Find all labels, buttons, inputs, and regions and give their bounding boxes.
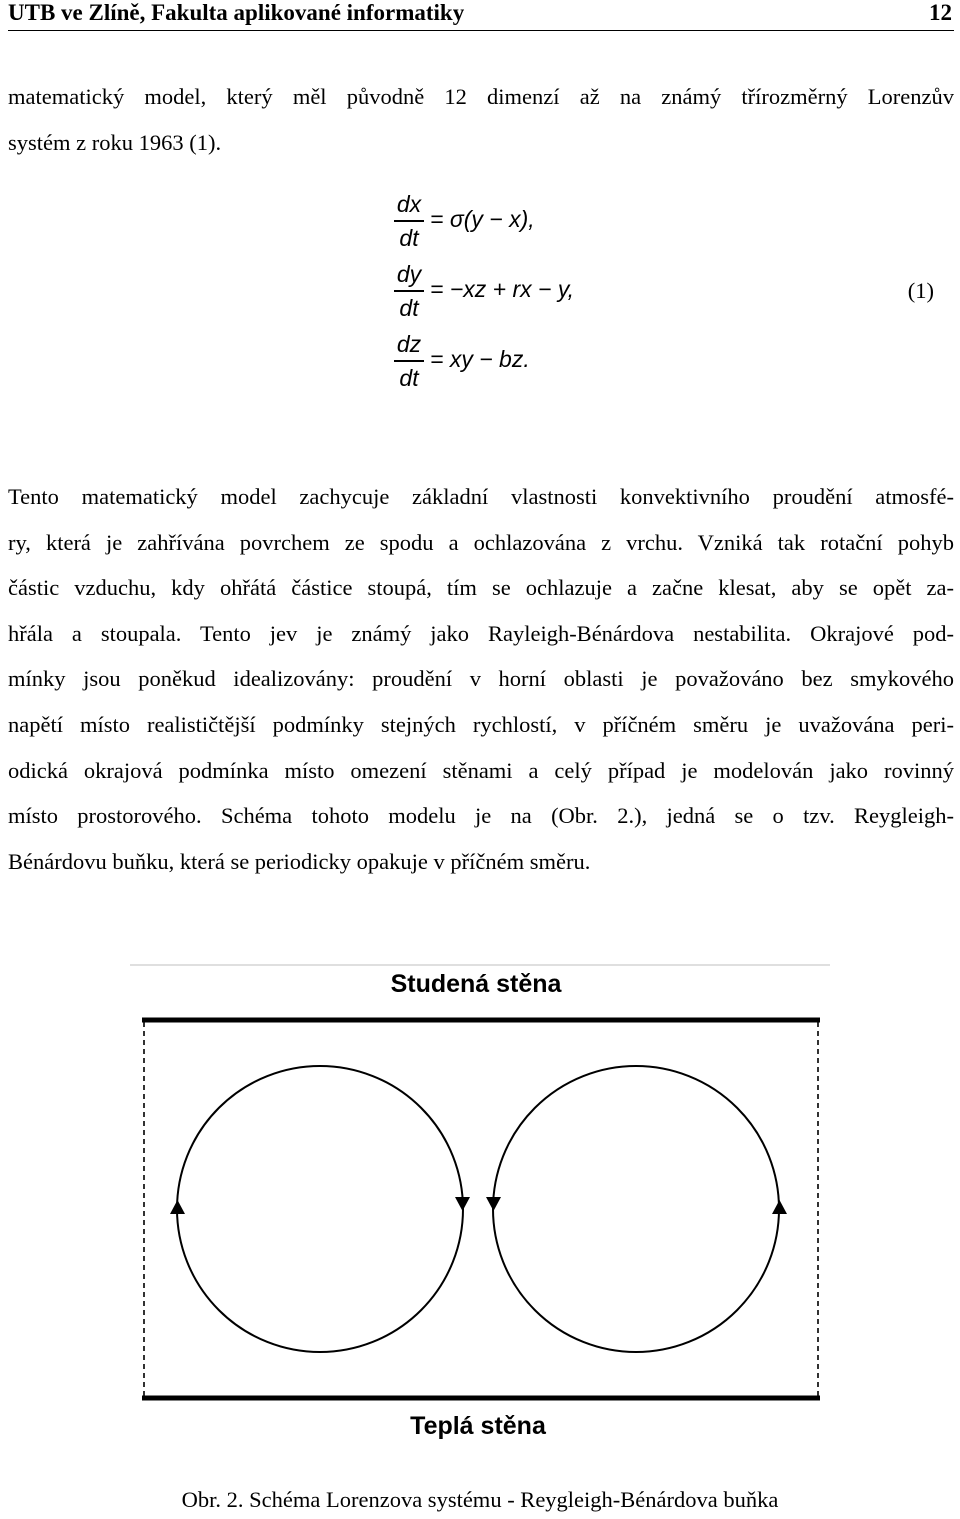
arrow-up-right-icon [772,1200,787,1214]
paragraph-line: matematický model, který měl původně 12 dimenzí až na známý třírozměrný Lorenzův [8,84,954,109]
fraction [394,190,424,252]
fraction-numerator: dx [396,191,422,217]
fraction [394,330,424,392]
fraction [394,260,424,322]
equation-dx [390,190,650,254]
figure-caption: Obr. 2. Schéma Lorenzova systému - Reygleigh-Bénárdova buňka [181,1487,779,1512]
arrow-down-center-left-icon [455,1197,470,1211]
page-header [8,0,954,31]
fraction-bar [394,290,424,292]
equation-dy [390,260,650,324]
fraction-numerator: dy [396,261,422,287]
paragraph-line: ry, která je zahřívána povrchem ze spodu a ochlazována z vrchu. Vzniká tak rotační pohyb [8,529,954,555]
cold-wall-label: Studená stěna [390,970,562,998]
rayleigh-benard-figure [128,962,832,1472]
paragraph-line: mínky jsou poněkud idealizovány: proudění v horní oblasti je považováno bez smykového [8,666,954,692]
fraction-denominator: dt [399,224,419,251]
fraction-numerator: dz [396,331,422,357]
paragraph-line: napětí místo realističtější podmínky stejných rychlostí, v příčném směru je uvažována peri- [8,711,954,737]
equation-rhs: = σ(y − x), [430,206,535,232]
paragraph-line: místo prostorového. Schéma tohoto modelu je na (Obr. 2.), jedná se o tzv. Reygleigh- [8,803,954,829]
paragraph-body [8,474,954,884]
left-convection-cell [177,1066,463,1352]
fraction-bar [394,220,424,222]
paragraph-line: Bénárdovu buňku, která se periodicky opakuje v příčném směru. [8,848,591,874]
fraction-denominator: dt [399,294,419,321]
page-number: 12 [929,0,952,25]
paragraph-line: systém z roku 1963 (1). [8,129,222,155]
equation-number: (1) [907,278,934,303]
lorenz-equations [390,190,610,400]
right-convection-cell [493,1066,779,1352]
convection-diagram [128,962,832,1472]
paragraph-intro [8,74,954,165]
fraction-bar [394,360,424,362]
equation-rhs: = xy − bz. [430,346,530,372]
arrow-up-left-icon [170,1200,185,1214]
arrow-down-center-right-icon [486,1197,501,1211]
warm-wall-label: Teplá stěna [410,1412,546,1440]
paragraph-line: hřála a stoupala. Tento jev je známý jako Rayleigh-Bénárdova nestabilita. Okrajové pod- [8,620,954,646]
paragraph-line: odická okrajová podmínka místo omezení stěnami a celý případ je modelován jako rovinný [8,757,954,783]
paragraph-line: Tento matematický model zachycuje základní vlastnosti konvektivního proudění atmosfé- [8,484,954,509]
header-title: UTB ve Zlíně, Fakulta aplikované informatiky [8,0,465,25]
paragraph-line: částic vzduchu, kdy ohřátá částice stoupá, tím se ochlazuje a začne klesat, aby se opět za- [8,575,954,601]
equation-dz [390,330,650,394]
equation-rhs: = −xz + rx − y, [430,276,575,302]
fraction-denominator: dt [399,364,419,391]
